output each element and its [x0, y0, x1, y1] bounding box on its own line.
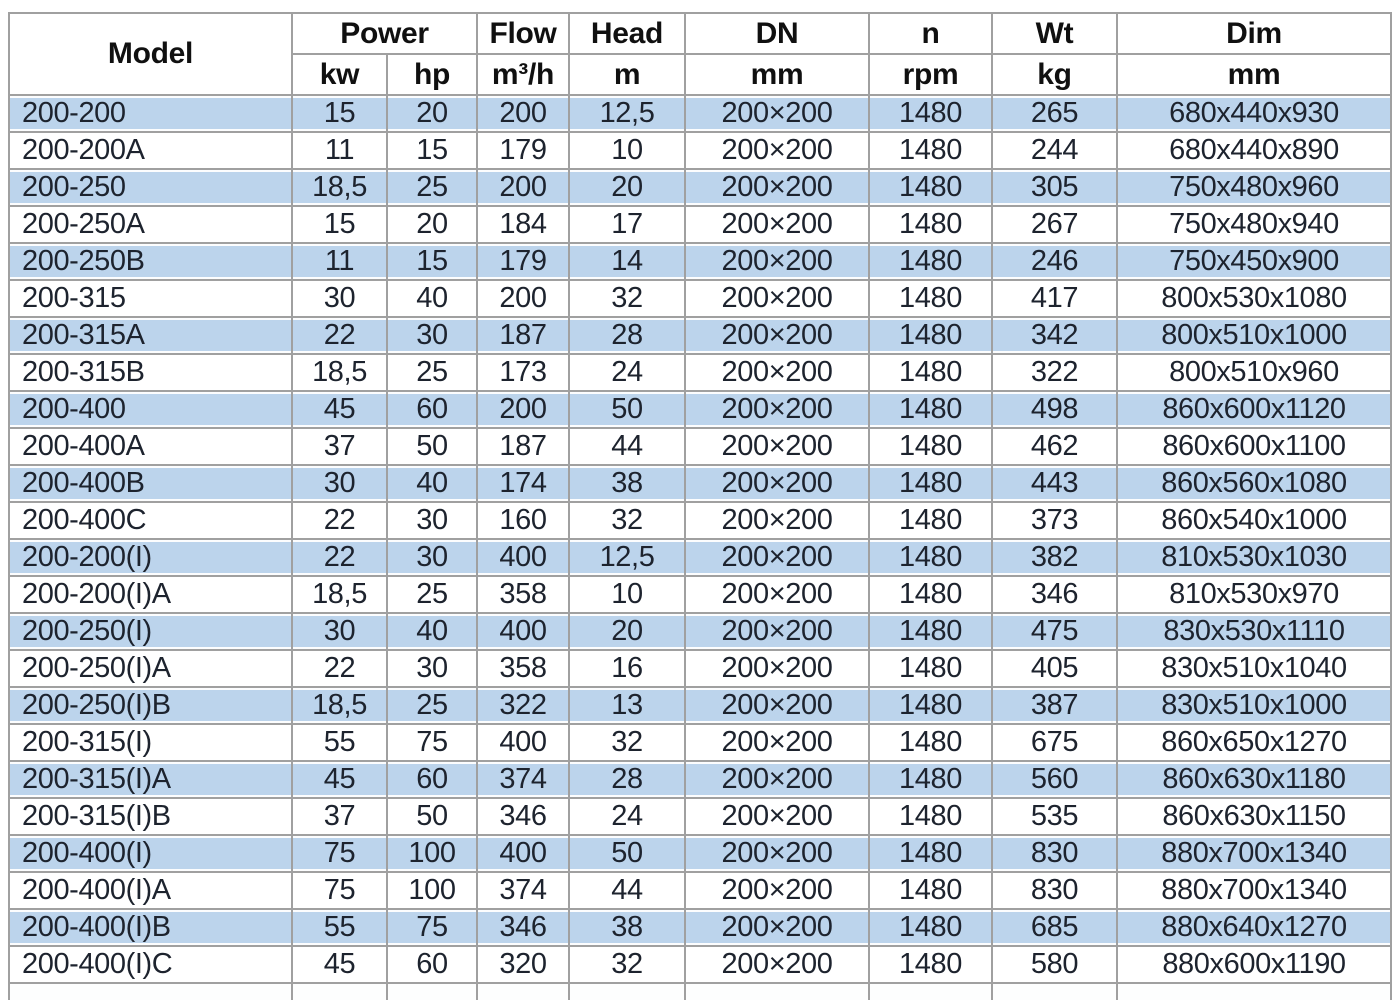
table-row	[9, 132, 1391, 169]
data-cell: 28	[569, 317, 685, 354]
model-cell: 200-400B	[9, 465, 292, 502]
data-cell: 25	[387, 169, 477, 206]
data-cell: 417	[992, 280, 1117, 317]
data-cell: 200×200	[685, 317, 869, 354]
data-cell: 200	[477, 391, 569, 428]
table-row	[9, 761, 1391, 798]
partial-cell	[9, 983, 292, 1000]
data-cell: 30	[292, 613, 387, 650]
data-cell: 305	[992, 169, 1117, 206]
data-cell: 750x480x940	[1117, 206, 1391, 243]
data-cell: 40	[387, 613, 477, 650]
data-cell: 16	[569, 650, 685, 687]
data-cell: 200×200	[685, 650, 869, 687]
data-cell: 1480	[869, 576, 992, 613]
data-cell: 15	[387, 243, 477, 280]
model-cell: 200-250(I)A	[9, 650, 292, 687]
data-cell: 1480	[869, 539, 992, 576]
data-cell: 1480	[869, 872, 992, 909]
data-cell: 880x640x1270	[1117, 909, 1391, 946]
data-cell: 37	[292, 798, 387, 835]
data-cell: 15	[292, 95, 387, 132]
partial-cell	[387, 983, 477, 1000]
data-cell: 535	[992, 798, 1117, 835]
table-body	[9, 95, 1391, 1000]
unit-header-wt: kg	[992, 54, 1117, 95]
data-cell: 860x600x1120	[1117, 391, 1391, 428]
data-cell: 18,5	[292, 169, 387, 206]
data-cell: 18,5	[292, 576, 387, 613]
table-row	[9, 502, 1391, 539]
data-cell: 387	[992, 687, 1117, 724]
data-cell: 179	[477, 243, 569, 280]
data-cell: 830x530x1110	[1117, 613, 1391, 650]
unit-header-dn: mm	[685, 54, 869, 95]
data-cell: 200×200	[685, 724, 869, 761]
model-cell: 200-315(I)A	[9, 761, 292, 798]
data-cell: 860x650x1270	[1117, 724, 1391, 761]
data-cell: 320	[477, 946, 569, 983]
data-cell: 462	[992, 428, 1117, 465]
data-cell: 10	[569, 132, 685, 169]
data-cell: 685	[992, 909, 1117, 946]
data-cell: 358	[477, 576, 569, 613]
data-cell: 40	[387, 280, 477, 317]
data-cell: 100	[387, 872, 477, 909]
data-cell: 30	[387, 502, 477, 539]
data-cell: 200×200	[685, 169, 869, 206]
table-row	[9, 317, 1391, 354]
table-row	[9, 428, 1391, 465]
data-cell: 880x700x1340	[1117, 872, 1391, 909]
data-cell: 1480	[869, 650, 992, 687]
data-cell: 498	[992, 391, 1117, 428]
data-cell: 200×200	[685, 687, 869, 724]
data-cell: 1480	[869, 909, 992, 946]
data-cell: 22	[292, 539, 387, 576]
data-cell: 179	[477, 132, 569, 169]
data-cell: 200×200	[685, 576, 869, 613]
data-cell: 1480	[869, 169, 992, 206]
data-cell: 810x530x970	[1117, 576, 1391, 613]
data-cell: 200×200	[685, 243, 869, 280]
data-cell: 30	[387, 650, 477, 687]
model-cell: 200-250(I)B	[9, 687, 292, 724]
data-cell: 28	[569, 761, 685, 798]
data-cell: 30	[292, 280, 387, 317]
data-cell: 750x450x900	[1117, 243, 1391, 280]
data-cell: 860x600x1100	[1117, 428, 1391, 465]
data-cell: 475	[992, 613, 1117, 650]
data-cell: 1480	[869, 391, 992, 428]
data-cell: 830x510x1040	[1117, 650, 1391, 687]
data-cell: 32	[569, 946, 685, 983]
data-cell: 810x530x1030	[1117, 539, 1391, 576]
partial-cell	[292, 983, 387, 1000]
data-cell: 75	[387, 724, 477, 761]
data-cell: 322	[992, 354, 1117, 391]
data-cell: 15	[387, 132, 477, 169]
data-cell: 880x600x1190	[1117, 946, 1391, 983]
table-row	[9, 946, 1391, 983]
model-cell: 200-400C	[9, 502, 292, 539]
data-cell: 20	[569, 613, 685, 650]
data-cell: 55	[292, 909, 387, 946]
table-row	[9, 724, 1391, 761]
data-cell: 200×200	[685, 132, 869, 169]
data-cell: 358	[477, 650, 569, 687]
data-cell: 40	[387, 465, 477, 502]
col-header-wt: Wt	[992, 13, 1117, 54]
unit-header-n: rpm	[869, 54, 992, 95]
col-header-model: Model	[9, 13, 292, 95]
data-cell: 60	[387, 391, 477, 428]
data-cell: 32	[569, 280, 685, 317]
data-cell: 400	[477, 613, 569, 650]
data-cell: 200	[477, 280, 569, 317]
data-cell: 342	[992, 317, 1117, 354]
model-cell: 200-200(I)	[9, 539, 292, 576]
data-cell: 187	[477, 428, 569, 465]
data-cell: 38	[569, 465, 685, 502]
data-cell: 400	[477, 835, 569, 872]
data-cell: 11	[292, 243, 387, 280]
data-cell: 15	[292, 206, 387, 243]
data-cell: 246	[992, 243, 1117, 280]
data-cell: 1480	[869, 317, 992, 354]
data-cell: 346	[477, 909, 569, 946]
data-cell: 560	[992, 761, 1117, 798]
model-cell: 200-200A	[9, 132, 292, 169]
data-cell: 580	[992, 946, 1117, 983]
table-row	[9, 650, 1391, 687]
data-cell: 24	[569, 798, 685, 835]
table-row	[9, 391, 1391, 428]
data-cell: 174	[477, 465, 569, 502]
data-cell: 24	[569, 354, 685, 391]
data-cell: 200×200	[685, 280, 869, 317]
table-row	[9, 798, 1391, 835]
data-cell: 22	[292, 317, 387, 354]
data-cell: 405	[992, 650, 1117, 687]
model-cell: 200-250B	[9, 243, 292, 280]
data-cell: 322	[477, 687, 569, 724]
data-cell: 1480	[869, 798, 992, 835]
data-cell: 200×200	[685, 206, 869, 243]
data-cell: 22	[292, 650, 387, 687]
data-cell: 860x560x1080	[1117, 465, 1391, 502]
table-row	[9, 909, 1391, 946]
model-cell: 200-200(I)A	[9, 576, 292, 613]
data-cell: 50	[387, 428, 477, 465]
table-row	[9, 280, 1391, 317]
data-cell: 50	[387, 798, 477, 835]
data-cell: 680x440x890	[1117, 132, 1391, 169]
header-row-groups	[9, 13, 1391, 54]
data-cell: 200×200	[685, 613, 869, 650]
unit-header-dim: mm	[1117, 54, 1391, 95]
data-cell: 200×200	[685, 539, 869, 576]
data-cell: 187	[477, 317, 569, 354]
data-cell: 800x510x1000	[1117, 317, 1391, 354]
model-cell: 200-250(I)	[9, 613, 292, 650]
data-cell: 1480	[869, 761, 992, 798]
model-cell: 200-400(I)B	[9, 909, 292, 946]
data-cell: 374	[477, 872, 569, 909]
model-cell: 200-250	[9, 169, 292, 206]
data-cell: 200×200	[685, 354, 869, 391]
table-row	[9, 539, 1391, 576]
data-cell: 200×200	[685, 761, 869, 798]
data-cell: 267	[992, 206, 1117, 243]
data-cell: 75	[292, 835, 387, 872]
data-cell: 18,5	[292, 687, 387, 724]
data-cell: 45	[292, 391, 387, 428]
data-cell: 346	[992, 576, 1117, 613]
data-cell: 200×200	[685, 391, 869, 428]
data-cell: 860x540x1000	[1117, 502, 1391, 539]
model-cell: 200-400(I)	[9, 835, 292, 872]
data-cell: 184	[477, 206, 569, 243]
data-cell: 32	[569, 724, 685, 761]
table-row	[9, 95, 1391, 132]
data-cell: 45	[292, 946, 387, 983]
model-cell: 200-200	[9, 95, 292, 132]
data-cell: 800x510x960	[1117, 354, 1391, 391]
data-cell: 50	[569, 391, 685, 428]
partial-cell	[992, 983, 1117, 1000]
data-cell: 44	[569, 872, 685, 909]
data-cell: 20	[569, 169, 685, 206]
data-cell: 200×200	[685, 872, 869, 909]
col-header-power: Power	[292, 13, 477, 54]
model-cell: 200-315B	[9, 354, 292, 391]
model-cell: 200-400(I)C	[9, 946, 292, 983]
partial-cell	[477, 983, 569, 1000]
model-cell: 200-315(I)B	[9, 798, 292, 835]
data-cell: 200×200	[685, 835, 869, 872]
data-cell: 50	[569, 835, 685, 872]
table-row	[9, 206, 1391, 243]
unit-header-kw: kw	[292, 54, 387, 95]
col-header-flow: Flow	[477, 13, 569, 54]
data-cell: 11	[292, 132, 387, 169]
data-cell: 10	[569, 576, 685, 613]
table-row	[9, 613, 1391, 650]
data-cell: 800x530x1080	[1117, 280, 1391, 317]
data-cell: 750x480x960	[1117, 169, 1391, 206]
data-cell: 1480	[869, 613, 992, 650]
data-cell: 30	[387, 539, 477, 576]
data-cell: 1480	[869, 206, 992, 243]
col-header-dn: DN	[685, 13, 869, 54]
col-header-dim: Dim	[1117, 13, 1391, 54]
data-cell: 830	[992, 835, 1117, 872]
data-cell: 44	[569, 428, 685, 465]
data-cell: 173	[477, 354, 569, 391]
data-cell: 200×200	[685, 909, 869, 946]
data-cell: 37	[292, 428, 387, 465]
partial-row	[9, 983, 1391, 1000]
data-cell: 1480	[869, 687, 992, 724]
data-cell: 1480	[869, 724, 992, 761]
data-cell: 1480	[869, 835, 992, 872]
data-cell: 25	[387, 354, 477, 391]
data-cell: 13	[569, 687, 685, 724]
data-cell: 32	[569, 502, 685, 539]
data-cell: 200×200	[685, 502, 869, 539]
data-cell: 1480	[869, 243, 992, 280]
data-cell: 675	[992, 724, 1117, 761]
data-cell: 400	[477, 724, 569, 761]
data-cell: 18,5	[292, 354, 387, 391]
data-cell: 200×200	[685, 946, 869, 983]
data-cell: 200×200	[685, 465, 869, 502]
data-cell: 60	[387, 761, 477, 798]
data-cell: 25	[387, 576, 477, 613]
table-row	[9, 243, 1391, 280]
data-cell: 55	[292, 724, 387, 761]
data-cell: 38	[569, 909, 685, 946]
table-row	[9, 872, 1391, 909]
data-cell: 20	[387, 206, 477, 243]
model-cell: 200-400(I)A	[9, 872, 292, 909]
data-cell: 374	[477, 761, 569, 798]
partial-cell	[1117, 983, 1391, 1000]
data-cell: 25	[387, 687, 477, 724]
data-cell: 880x700x1340	[1117, 835, 1391, 872]
data-cell: 830	[992, 872, 1117, 909]
model-cell: 200-315(I)	[9, 724, 292, 761]
data-cell: 244	[992, 132, 1117, 169]
table-row	[9, 354, 1391, 391]
model-cell: 200-315	[9, 280, 292, 317]
data-cell: 373	[992, 502, 1117, 539]
data-cell: 200	[477, 95, 569, 132]
unit-header-hp: hp	[387, 54, 477, 95]
data-cell: 12,5	[569, 539, 685, 576]
table-row	[9, 465, 1391, 502]
data-cell: 400	[477, 539, 569, 576]
data-cell: 160	[477, 502, 569, 539]
unit-header-flow: m³/h	[477, 54, 569, 95]
data-cell: 346	[477, 798, 569, 835]
data-cell: 200×200	[685, 428, 869, 465]
data-cell: 75	[387, 909, 477, 946]
data-cell: 1480	[869, 502, 992, 539]
data-cell: 860x630x1150	[1117, 798, 1391, 835]
data-cell: 1480	[869, 132, 992, 169]
pump-spec-table	[8, 12, 1392, 1000]
model-cell: 200-400A	[9, 428, 292, 465]
data-cell: 1480	[869, 428, 992, 465]
data-cell: 1480	[869, 95, 992, 132]
data-cell: 75	[292, 872, 387, 909]
data-cell: 1480	[869, 465, 992, 502]
col-header-n: n	[869, 13, 992, 54]
data-cell: 830x510x1000	[1117, 687, 1391, 724]
data-cell: 100	[387, 835, 477, 872]
model-cell: 200-400	[9, 391, 292, 428]
data-cell: 1480	[869, 280, 992, 317]
table-row	[9, 576, 1391, 613]
data-cell: 45	[292, 761, 387, 798]
partial-cell	[869, 983, 992, 1000]
data-cell: 14	[569, 243, 685, 280]
data-cell: 22	[292, 502, 387, 539]
data-cell: 860x630x1180	[1117, 761, 1391, 798]
data-cell: 200×200	[685, 798, 869, 835]
data-cell: 200	[477, 169, 569, 206]
table-row	[9, 835, 1391, 872]
data-cell: 680x440x930	[1117, 95, 1391, 132]
table-header	[9, 13, 1391, 95]
data-cell: 1480	[869, 354, 992, 391]
data-cell: 265	[992, 95, 1117, 132]
partial-cell	[685, 983, 869, 1000]
data-cell: 382	[992, 539, 1117, 576]
unit-header-head: m	[569, 54, 685, 95]
data-cell: 443	[992, 465, 1117, 502]
table-row	[9, 169, 1391, 206]
data-cell: 30	[292, 465, 387, 502]
data-cell: 200×200	[685, 95, 869, 132]
data-cell: 20	[387, 95, 477, 132]
data-cell: 12,5	[569, 95, 685, 132]
table-row	[9, 687, 1391, 724]
partial-cell	[569, 983, 685, 1000]
data-cell: 17	[569, 206, 685, 243]
col-header-head: Head	[569, 13, 685, 54]
model-cell: 200-250A	[9, 206, 292, 243]
model-cell: 200-315A	[9, 317, 292, 354]
data-cell: 60	[387, 946, 477, 983]
data-cell: 1480	[869, 946, 992, 983]
data-cell: 30	[387, 317, 477, 354]
